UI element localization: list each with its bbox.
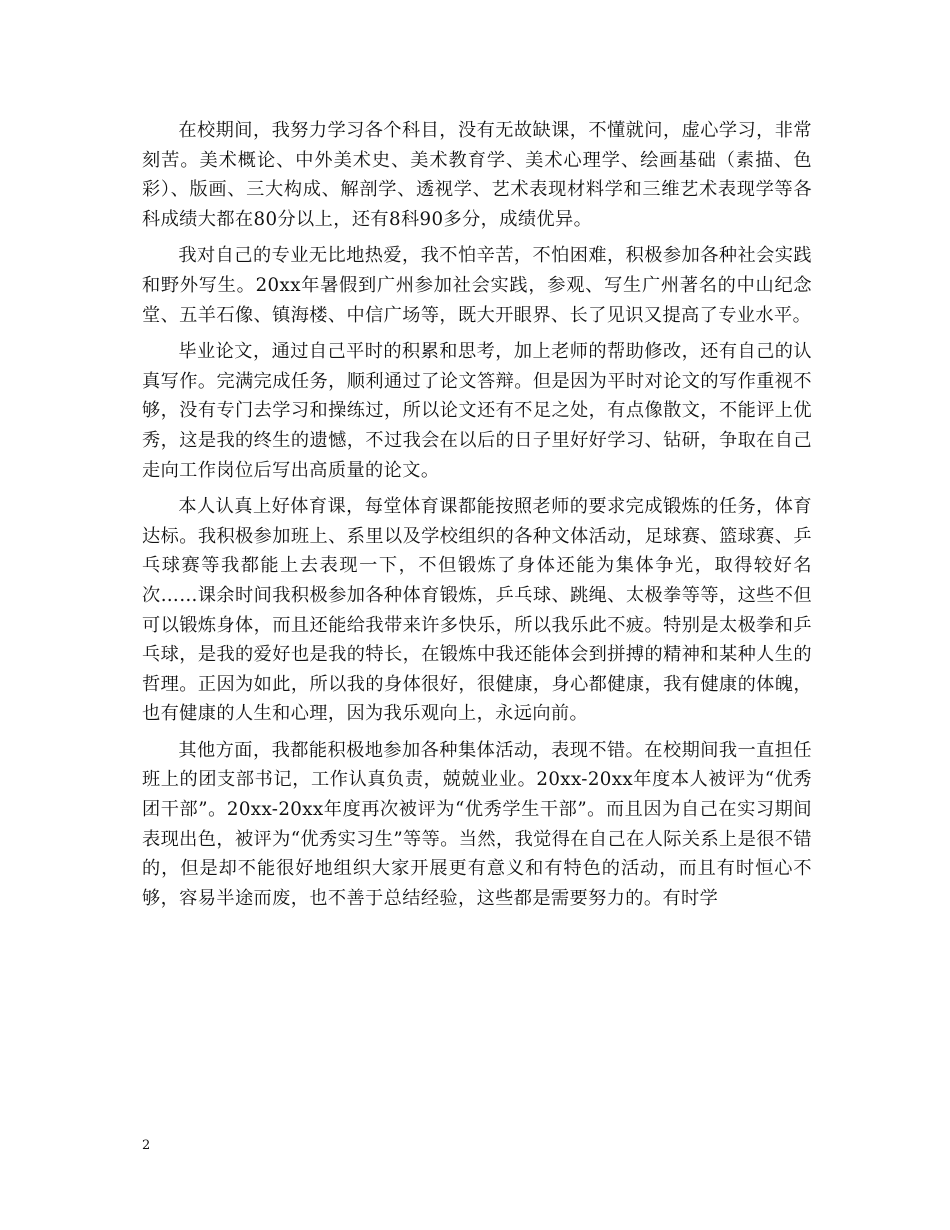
paragraph-other-aspects: 其他方面，我都能积极地参加各种集体活动，表现不错。在校期间我一直担任班上的团支部书记，工作认真负责，兢兢业业。20xx-20xx年度本人被评为“优秀团干部”。20xx-20xx年度再次被评为“优秀学生干部”。而且因为自己在实习期间表现出色，被评为“优秀实习生”等等。当然，我觉得在自己在人际关系上是很不错的，但是却不能很好地组织大家开展更有意义和有特色的活动，而且有时恒心不够，容易半途而废，也不善于总结经验，这些都是需要努力的。有时学 bbox=[142, 739, 812, 909]
document-body bbox=[142, 116, 812, 920]
paragraph-thesis: 毕业论文，通过自己平时的积累和思考，加上老师的帮助修改，还有自己的认真写作。完满完成任务，顺利通过了论文答辩。但是因为平时对论文的写作重视不够，没有专门去学习和操练过，所以论文还有不足之处，有点像散文，不能评上优秀，这是我的终生的遗憾，不过我会在以后的日子里好好学习、钻研，争取在自己走向工作岗位后写出高质量的论文。 bbox=[142, 341, 812, 481]
paragraph-sports: 本人认真上好体育课，每堂体育课都能按照老师的要求完成锻炼的任务，体育达标。我积极参加班上、系里以及学校组织的各种文体活动，足球赛、篮球赛、乒乓球赛等我都能上去表现一下，不但锻炼了身体还能为集体争光，取得较好名次……课余时间我积极参加各种体育锻炼，乒乓球、跳绳、太极拳等等，这些不但可以锻炼身体，而且还能给我带来许多快乐，所以我乐此不疲。特别是太极拳和乒乓球，是我的爱好也是我的特长，在锻炼中我还能体会到拼搏的精神和某种人生的哲理。正因为如此，所以我的身体很好，很健康，身心都健康，我有健康的体魄，也有健康的人生和心理，因为我乐观向上，永远向前。 bbox=[142, 496, 812, 725]
paragraph-studies: 在校期间，我努力学习各个科目，没有无故缺课，不懂就问，虚心学习，非常刻苦。美术概论、中外美术史、美术教育学、美术心理学、绘画基础（素描、色彩）、版画、三大构成、解剖学、透视学、艺术表现材料学和三维艺术表现学等各科成绩大都在80分以上，还有8科90多分，成绩优异。 bbox=[142, 120, 812, 230]
paragraph-major-practice: 我对自己的专业无比地热爱，我不怕辛苦，不怕困难，积极参加各种社会实践和野外写生。20xx年暑假到广州参加社会实践，参观、写生广州著名的中山纪念堂、五羊石像、镇海楼、中信广场等，既大开眼界、长了见识又提高了专业水平。 bbox=[142, 245, 812, 326]
page-number: 2 bbox=[142, 1138, 151, 1153]
